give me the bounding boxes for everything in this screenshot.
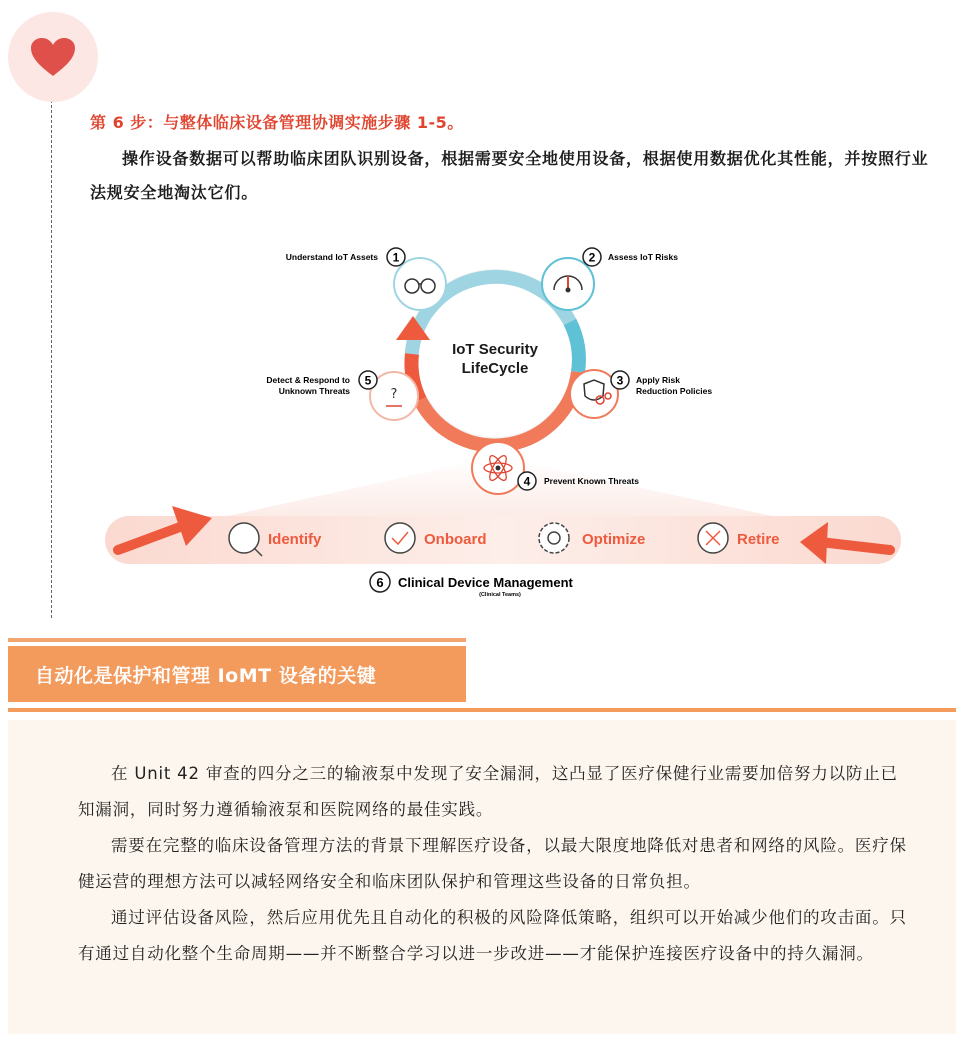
step-5-label-line2: Unknown Threats [278,386,350,396]
heart-badge [8,12,98,102]
step-1-num: 1 [392,250,400,265]
step-3-label-line2: Reduction Policies [636,386,713,396]
step-3-node [570,370,712,418]
step-2-node [542,248,678,310]
paragraph-1: 在 Unit 42 审查的四分之三的输液泵中发现了安全漏洞，这凸显了医疗保健行业需要加倍努力以防止已知漏洞，同时努力遵循输液泵和医院网络的最佳实践。 [78,764,898,819]
paragraph-2: 需要在完整的临床设备管理方法的背景下理解医疗设备，以最大限度地降低对患者和网络的风险。医疗保健运营的理想方法可以减轻网络安全和临床团队保护和管理这些设备的日常负担。 [78,836,907,891]
center-title-line2: LifeCycle [461,360,529,377]
svg-text:?: ? [390,387,398,402]
section-title: 自动化是保护和管理 IoMT 设备的关键 [8,646,466,702]
management-title: Clinical Device Management [398,575,573,590]
ring-teal-arc [570,322,579,372]
content-box [8,720,956,1034]
step-5-node [266,371,418,420]
section-divider [8,708,956,712]
management-band [105,516,901,564]
step-5-num: 5 [364,373,372,388]
step-4-num: 4 [523,474,531,489]
step-4-label: Prevent Known Threats [544,476,639,486]
iot-lifecycle-diagram [100,232,910,602]
step-6-title [370,572,574,598]
step-3-num: 3 [616,373,624,388]
step-6-num: 6 [376,575,384,590]
step-1-label: Understand IoT Assets [285,252,378,262]
gear-icon [539,523,569,553]
step-3-label-line1: Apply Risk [636,375,680,385]
step-title: 第 6 步：与整体临床设备管理协调实施步骤 1-5。 [90,113,464,132]
identify-label: Identify [268,531,322,548]
paragraph-3: 通过评估设备风险，然后应用优先且自动化的积极的风险降低策略，组织可以开始减少他们的攻击面。只有通过自动化整个生命周期——并不断整合学习以进一步改进——才能保护连接医疗设备中的持久漏洞。 [78,908,907,963]
center-title-line1: IoT Security [452,341,538,358]
section-top-bar [8,638,466,642]
step-2-label: Assess IoT Risks [608,252,678,262]
optimize-label: Optimize [582,531,646,548]
step-1-node [286,248,446,310]
ring-red-arc [420,372,578,446]
step-2-num: 2 [588,250,596,265]
retire-label: Retire [737,531,780,548]
management-subtitle: (Clinical Teams) [479,592,521,598]
dotted-guide-line [51,100,52,618]
step-5-label-line1: Detect & Respond to [266,375,350,385]
heart-icon [30,37,76,77]
onboard-label: Onboard [424,531,487,548]
step-body: 操作设备数据可以帮助临床团队识别设备，根据需要安全地使用设备，根据使用数据优化其性能，并按照行业法规安全地淘汰它们。 [90,149,929,202]
